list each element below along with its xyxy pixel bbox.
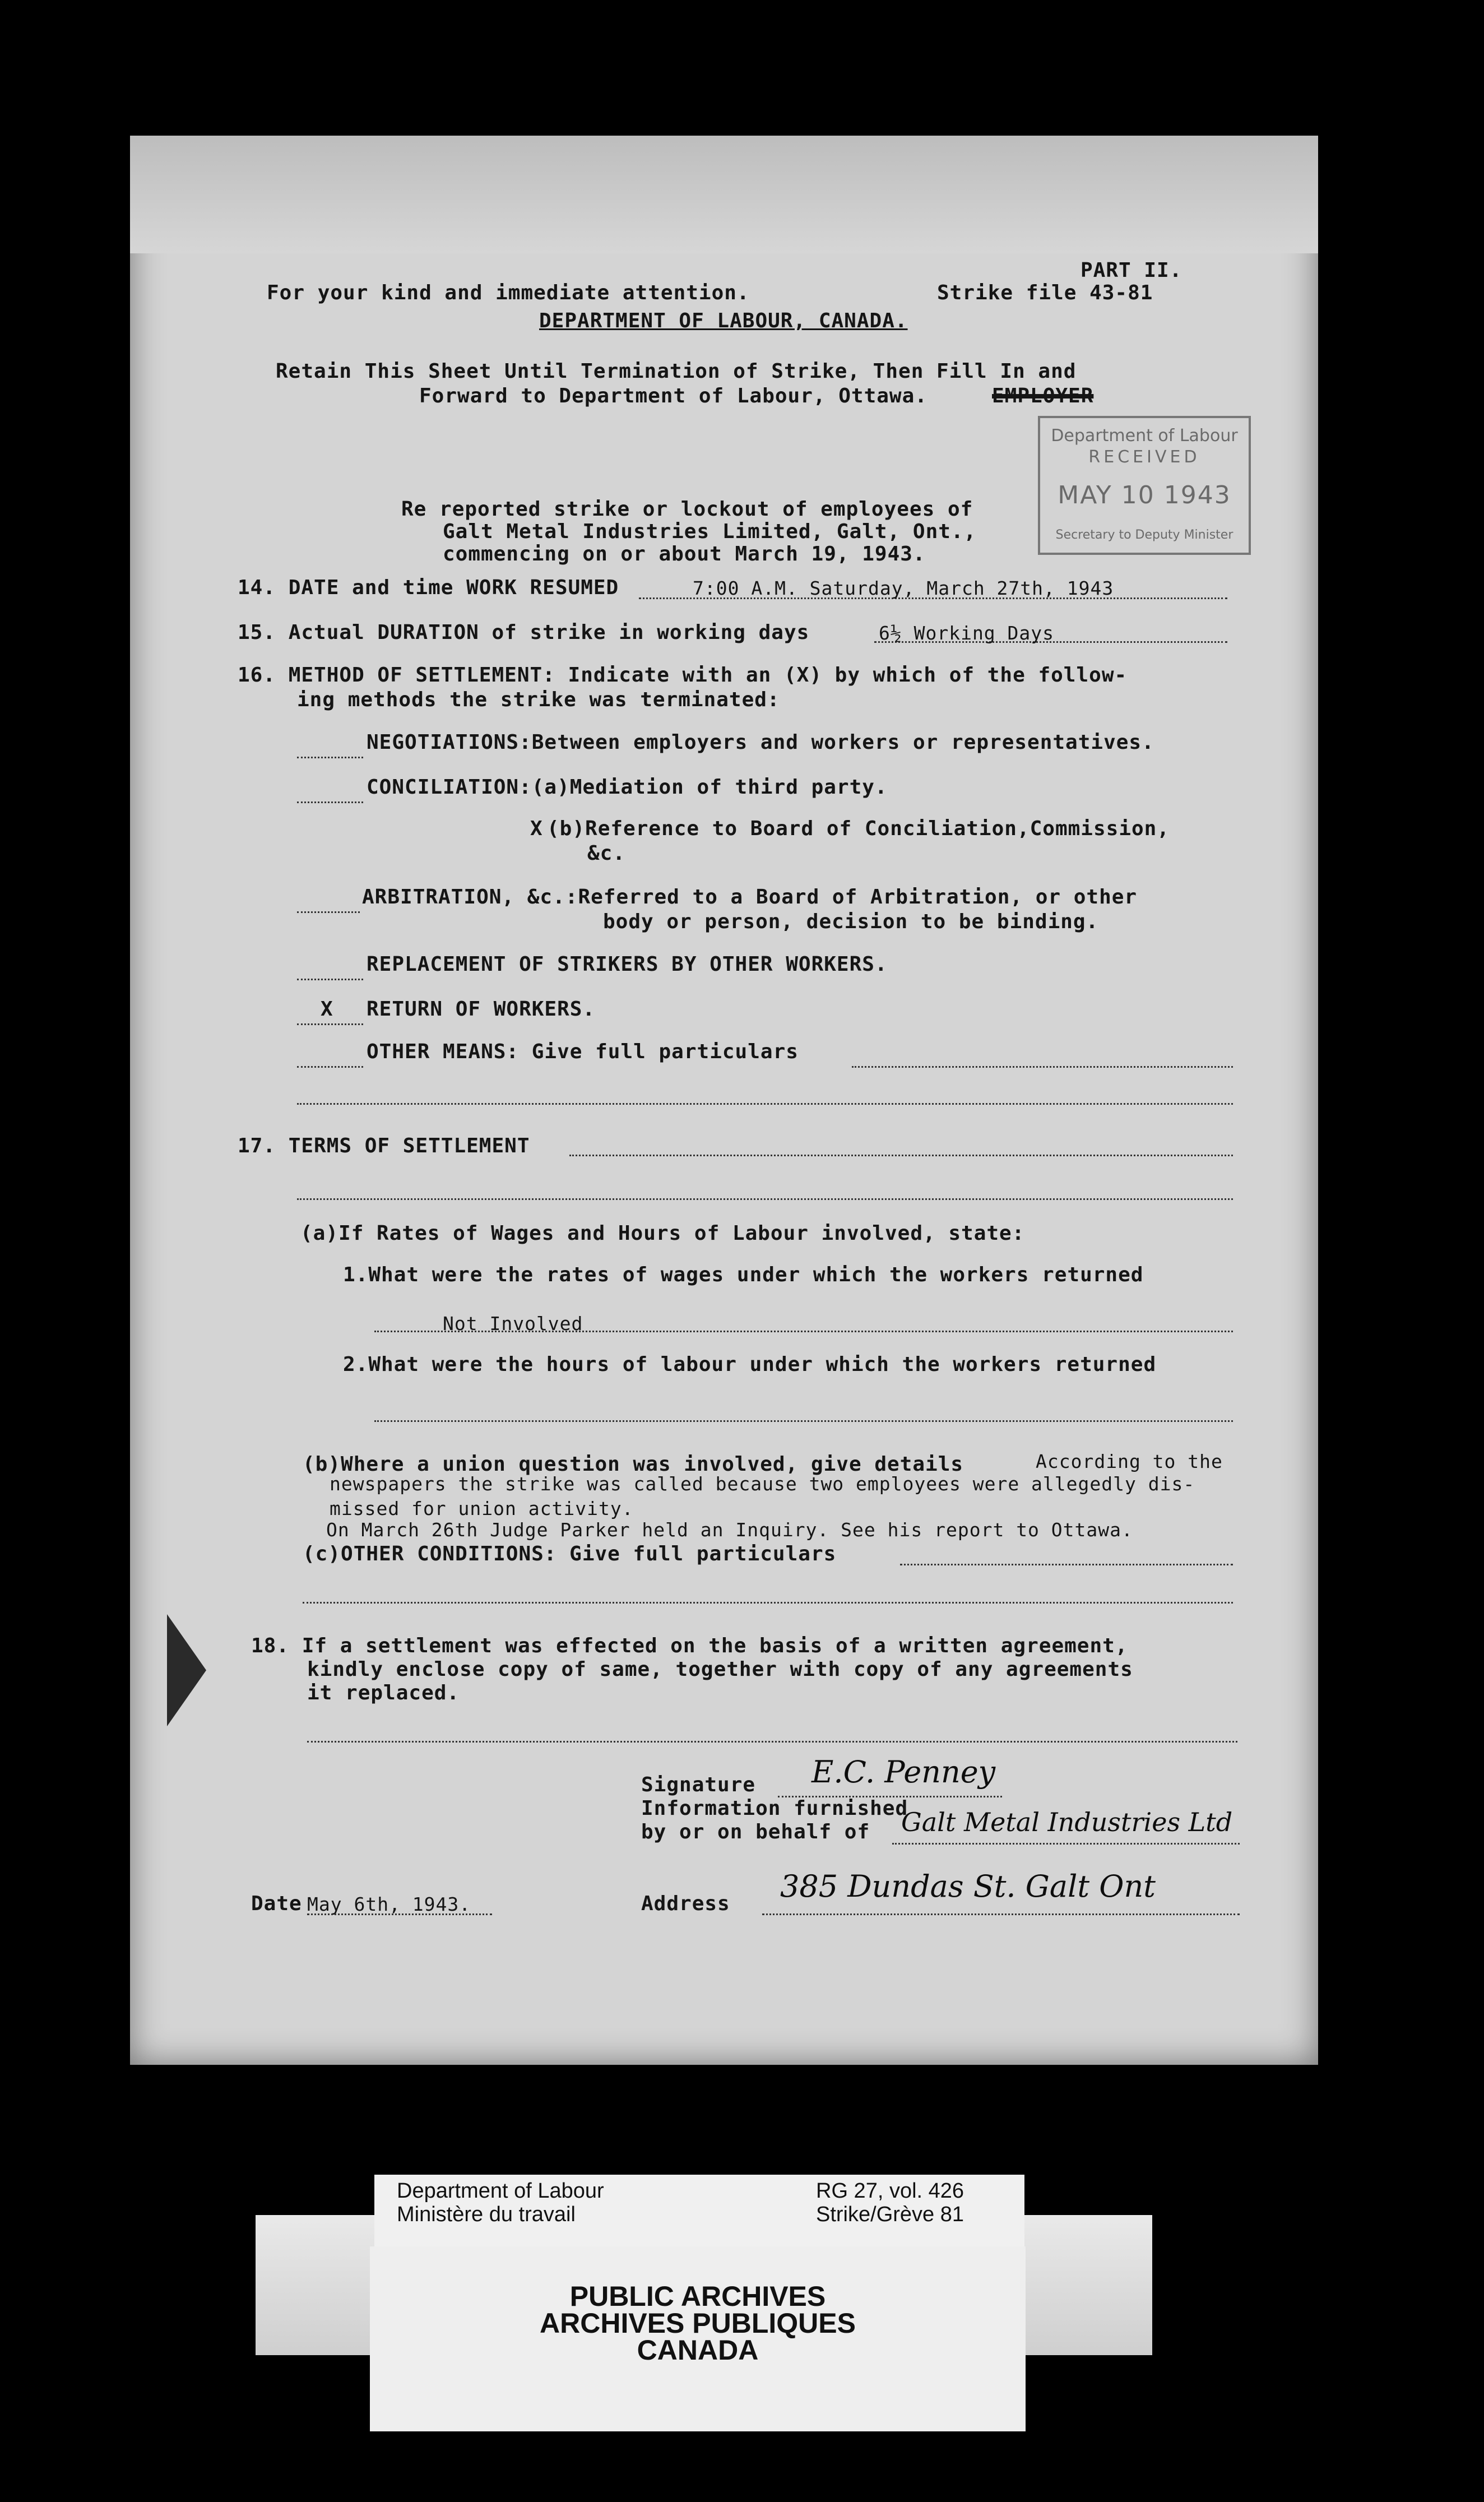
archive-public-archives: PUBLIC ARCHIVES bbox=[569, 2281, 826, 2312]
strike-file-number: Strike file 43-81 bbox=[937, 281, 1153, 304]
archive-label-main bbox=[370, 2246, 1026, 2431]
stamp-date: MAY 10 1943 bbox=[1058, 481, 1231, 509]
retain-instruction-line1: Retain This Sheet Until Termination of Strike, Then Fill In and bbox=[276, 360, 1077, 383]
option-negotiations: NEGOTIATIONS:Between employers and workers or representatives. bbox=[367, 731, 1154, 754]
info-furnished-value: Galt Metal Industries Ltd bbox=[901, 1807, 1233, 1837]
info-furnished-line2: by or on behalf of bbox=[641, 1820, 870, 1843]
date-line bbox=[307, 1913, 492, 1915]
q15-label: 15. Actual DURATION of strike in working days bbox=[238, 621, 810, 644]
return-mark: X bbox=[321, 998, 333, 1021]
re-line-2: Galt Metal Industries Limited, Galt, Ont., bbox=[443, 520, 977, 543]
q17b-value-1: According to the bbox=[1036, 1451, 1223, 1472]
q17b-value-3: missed for union activity. bbox=[330, 1498, 634, 1519]
archive-archives-publiques: ARCHIVES PUBLIQUES bbox=[540, 2308, 856, 2339]
arbitration-mark-line bbox=[297, 911, 360, 913]
q17-answer-line bbox=[569, 1155, 1233, 1156]
q17a1-label: 1.What were the rates of wages under which the workers returned bbox=[343, 1263, 1144, 1286]
employer-tag: EMPLOYER bbox=[992, 384, 1094, 407]
q18-line1: 18. If a settlement was effected on the basis of a written agreement, bbox=[251, 1634, 1128, 1657]
q15-value: 6½ Working Days bbox=[879, 622, 1055, 644]
archive-canada: CANADA bbox=[637, 2334, 759, 2366]
option-conciliation: CONCILIATION:(a)Mediation of third party. bbox=[367, 776, 888, 799]
stamp-department: Department of Labour bbox=[1051, 426, 1238, 446]
q17a-label: (a)If Rates of Wages and Hours of Labour involved, state: bbox=[300, 1222, 1025, 1245]
q17c-answer-line-2 bbox=[303, 1602, 1233, 1604]
q17a2-label: 2.What were the hours of labour under which the workers returned bbox=[343, 1353, 1157, 1376]
sheet-top-edge bbox=[130, 136, 1318, 253]
option-return-of-workers: RETURN OF WORKERS. bbox=[367, 998, 596, 1021]
q17-answer-line-2 bbox=[297, 1198, 1233, 1200]
negotiations-mark-line bbox=[297, 757, 363, 758]
info-furnished-line1: Information furnished bbox=[641, 1797, 908, 1820]
q17c-answer-line bbox=[900, 1564, 1233, 1565]
address-line bbox=[762, 1913, 1240, 1915]
q17c-label: (c)OTHER CONDITIONS: Give full particulars bbox=[303, 1542, 837, 1565]
address-label: Address bbox=[641, 1892, 730, 1915]
conciliation-b-mark: X bbox=[530, 817, 543, 840]
attention-line: For your kind and immediate attention. bbox=[267, 281, 750, 304]
archive-label-card bbox=[374, 2175, 1024, 2246]
other-means-answer-line-2 bbox=[297, 1103, 1233, 1105]
department-heading: DEPARTMENT OF LABOUR, CANADA. bbox=[539, 309, 908, 332]
date-value: May 6th, 1943. bbox=[307, 1893, 471, 1915]
signature-label: Signature bbox=[641, 1773, 756, 1796]
signature-value: E.C. Penney bbox=[811, 1754, 996, 1790]
address-value: 385 Dundas St. Galt Ont bbox=[780, 1869, 1156, 1904]
archive-ref-volume: RG 27, vol. 426 bbox=[816, 2179, 964, 2203]
q17-label: 17. TERMS OF SETTLEMENT bbox=[238, 1134, 530, 1157]
option-other-means: OTHER MEANS: Give full particulars bbox=[367, 1040, 799, 1063]
torn-corner bbox=[167, 1614, 206, 1726]
q17b-value-4: On March 26th Judge Parker held an Inquiry. See his report to Ottawa. bbox=[326, 1519, 1133, 1541]
other-means-answer-line bbox=[852, 1066, 1233, 1068]
q18-line2: kindly enclose copy of same, together with copy of any agreements bbox=[307, 1658, 1133, 1681]
q14-value: 7:00 A.M. Saturday, March 27th, 1943 bbox=[693, 577, 1114, 599]
retain-instruction-line2: Forward to Department of Labour, Ottawa. bbox=[419, 384, 928, 407]
info-furnished-line bbox=[892, 1843, 1240, 1845]
return-mark-line bbox=[297, 1023, 363, 1025]
q17b-value-2: newspapers the strike was called because two employees were allegedly dis- bbox=[330, 1473, 1195, 1495]
option-arbitration-line1: ARBITRATION, &c.:Referred to a Board of Arbitration, or other bbox=[362, 886, 1138, 909]
q17b-label: (b)Where a union question was involved, give details bbox=[303, 1453, 964, 1476]
re-line-3: commencing on or about March 19, 1943. bbox=[443, 543, 926, 566]
archive-dept-en: Department of Labour bbox=[397, 2179, 604, 2203]
option-conciliation-b-line2: &c. bbox=[587, 842, 626, 865]
q17a2-answer-line bbox=[374, 1420, 1233, 1422]
q16-line1: 16. METHOD OF SETTLEMENT: Indicate with an (X) by which of the follow- bbox=[238, 664, 1128, 687]
option-arbitration-line2: body or person, decision to be binding. bbox=[603, 910, 1099, 933]
q14-label: 14. DATE and time WORK RESUMED bbox=[238, 576, 619, 599]
q18-line3: it replaced. bbox=[307, 1681, 460, 1704]
stamp-received: RECEIVED bbox=[1088, 447, 1200, 467]
q18-answer-line bbox=[307, 1741, 1237, 1743]
archive-dept-fr: Ministère du travail bbox=[397, 2203, 576, 2226]
replacement-mark-line bbox=[297, 979, 363, 980]
q17a1-value: Not Involved bbox=[443, 1313, 583, 1335]
conciliation-mark-line bbox=[297, 801, 363, 803]
archive-ref-strike: Strike/Grève 81 bbox=[816, 2203, 964, 2226]
re-line-1: Re reported strike or lockout of employees of bbox=[401, 498, 973, 521]
stamp-secretary: Secretary to Deputy Minister bbox=[1055, 528, 1233, 542]
q16-line2: ing methods the strike was terminated: bbox=[297, 688, 780, 711]
option-conciliation-b-line1: (b)Reference to Board of Conciliation,Commission, bbox=[547, 817, 1170, 840]
received-stamp bbox=[1038, 416, 1251, 555]
other-means-mark-line bbox=[297, 1066, 363, 1068]
option-replacement: REPLACEMENT OF STRIKERS BY OTHER WORKERS. bbox=[367, 953, 888, 976]
part-label: PART II. bbox=[1080, 259, 1182, 282]
date-label: Date bbox=[251, 1892, 302, 1915]
